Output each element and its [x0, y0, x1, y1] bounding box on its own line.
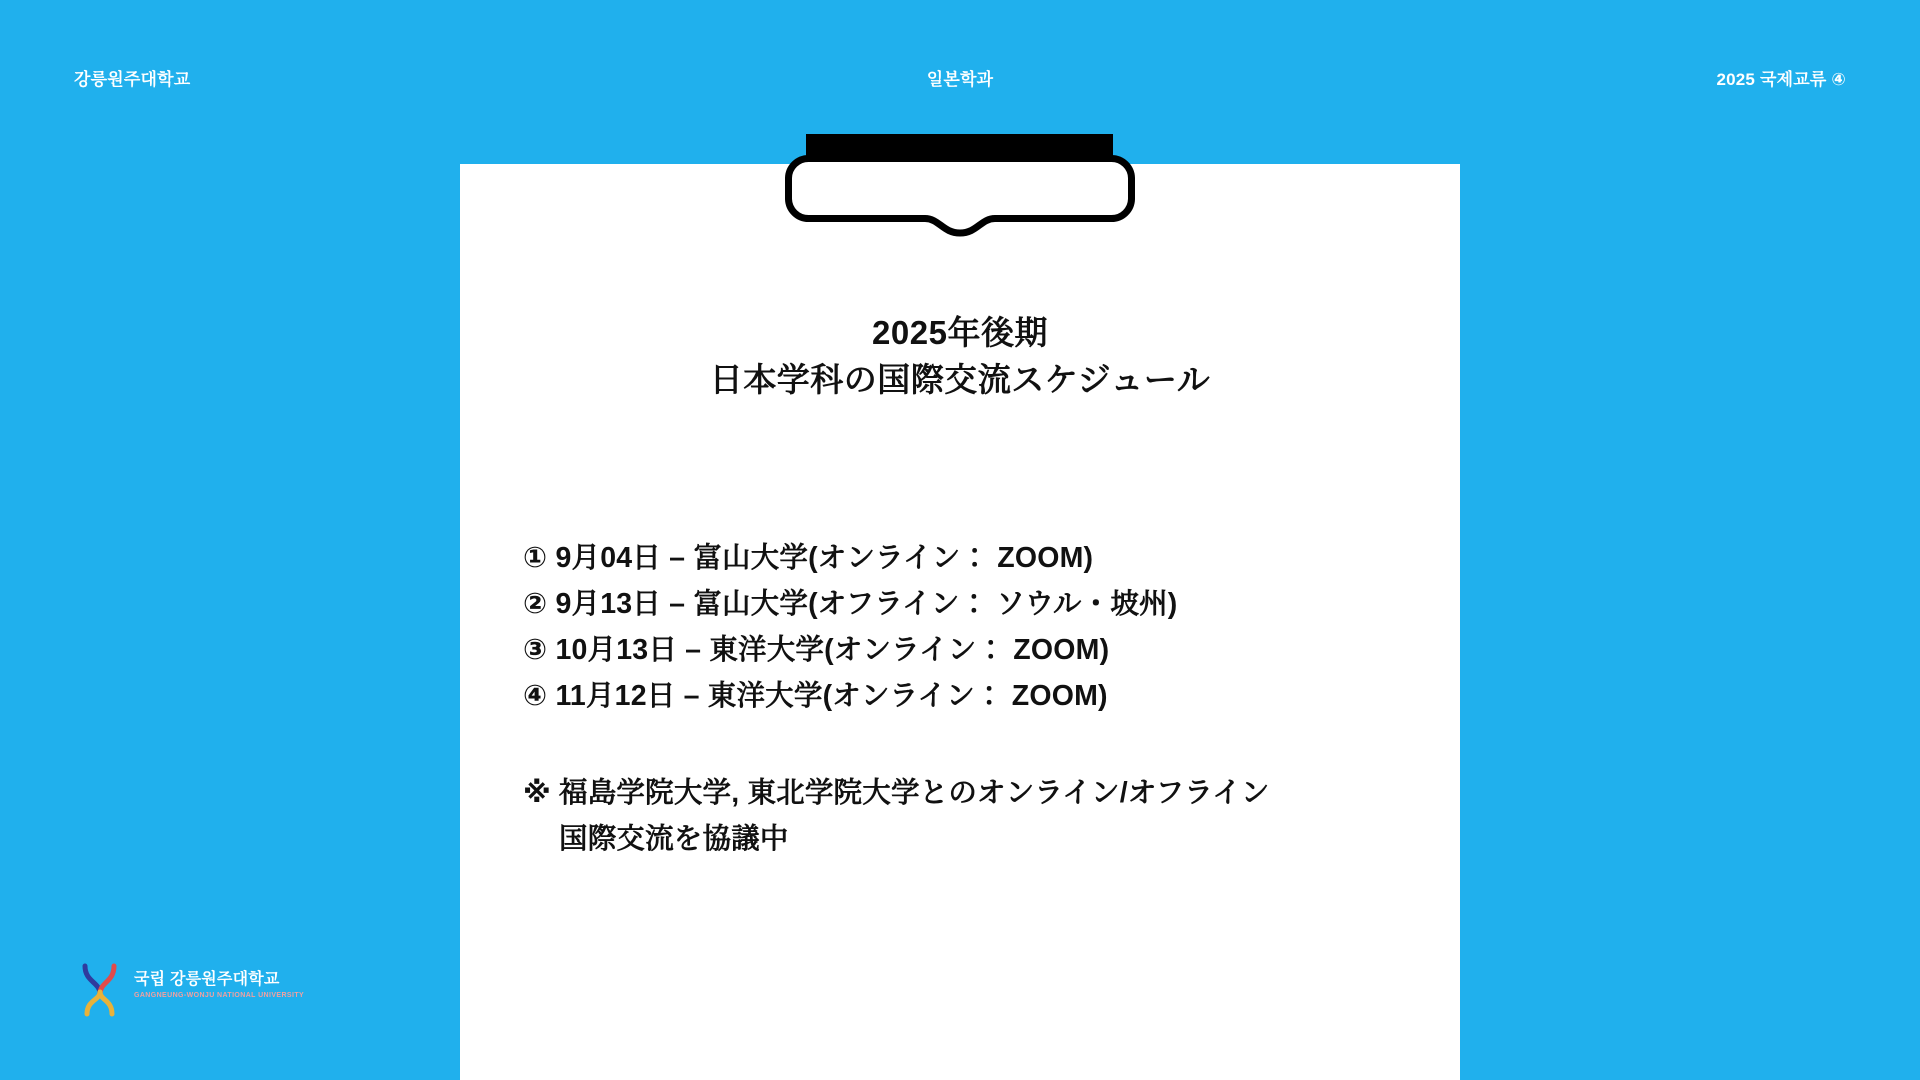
slide-title: [460, 310, 1460, 404]
logo-emblem-icon: [78, 962, 122, 1018]
slide-header: [0, 68, 1920, 92]
note-line-2: 国際交流を協議中: [559, 823, 789, 855]
schedule-list: [523, 535, 1463, 719]
header-topic-label: 2025 국제교류 ④: [1716, 70, 1846, 89]
slide-title-line2: 日本学科の国際交流スケジュール: [709, 360, 1211, 398]
slide-title-line1: 2025年後期: [872, 314, 1048, 351]
list-item: ② 9月13日 – 富山大学(オフライン： ソウル・坡州): [523, 588, 1178, 620]
university-logo: [78, 962, 305, 1028]
note-line-1: ※ 福島学院大学, 東北学院大学とのオンライン/オフライン: [523, 777, 1270, 809]
binder-clip-icon: [785, 134, 1135, 234]
header-department-name: 일본학과: [926, 70, 994, 89]
logo-korean-name: 국립 강릉원주대학교: [134, 971, 280, 988]
schedule-note: [523, 770, 1423, 862]
logo-wordmark: [134, 970, 305, 1001]
list-item: ① 9月04日 – 富山大学(オンライン： ZOOM): [523, 542, 1094, 574]
list-item: ④ 11月12日 – 東洋大学(オンライン： ZOOM): [523, 680, 1108, 712]
list-item: ③ 10月13日 – 東洋大学(オンライン： ZOOM): [523, 634, 1110, 666]
header-university-name: 강릉원주대학교: [74, 70, 191, 89]
logo-english-name: GANGNEUNG-WONJU NATIONAL UNIVERSITY: [134, 992, 305, 999]
